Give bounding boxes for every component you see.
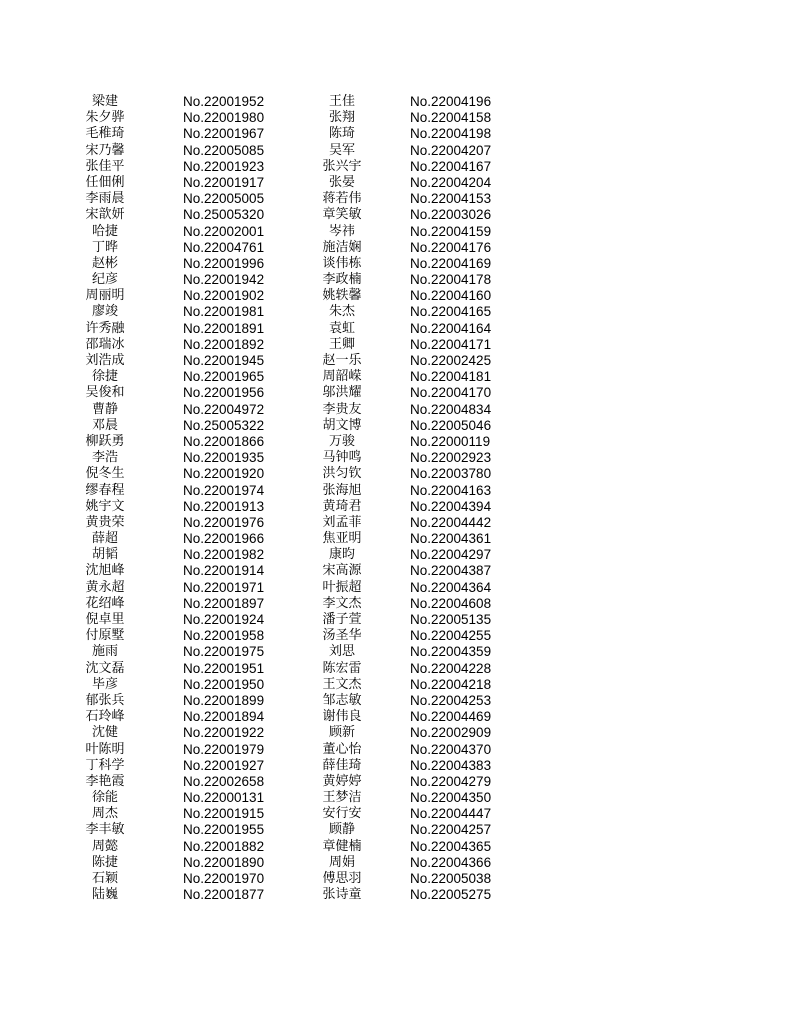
right-name: 谈伟栋 bbox=[322, 255, 362, 271]
roster-row bbox=[0, 321, 800, 337]
left-name: 丁晔 bbox=[91, 239, 118, 255]
left-name: 石玲峰 bbox=[85, 709, 125, 725]
left-name: 曹静 bbox=[91, 401, 118, 417]
right-name: 马钟鸣 bbox=[322, 450, 362, 466]
right-name: 汤圣华 bbox=[322, 628, 362, 644]
left-id: No.22001922 bbox=[183, 725, 265, 741]
left-name: 付原墅 bbox=[85, 628, 125, 644]
right-name: 焦亚明 bbox=[322, 531, 362, 547]
left-name: 周丽明 bbox=[85, 288, 125, 304]
left-name: 叶陈明 bbox=[85, 741, 125, 757]
left-id: No.22001974 bbox=[183, 482, 265, 498]
roster-row bbox=[0, 304, 800, 320]
right-name: 傅思羽 bbox=[322, 871, 362, 886]
right-name: 赵一乐 bbox=[322, 353, 362, 368]
right-name: 岑祎 bbox=[328, 223, 355, 239]
right-id: No.22004198 bbox=[410, 126, 492, 142]
left-name: 沈旭峰 bbox=[85, 563, 125, 579]
right-id: No.22002923 bbox=[410, 450, 492, 466]
roster-row bbox=[0, 126, 800, 142]
right-id: No.22003780 bbox=[410, 466, 492, 482]
right-id: No.22004153 bbox=[410, 191, 492, 207]
left-name: 李浩 bbox=[91, 450, 118, 466]
left-name: 黄贵荣 bbox=[85, 514, 125, 530]
left-name: 纪彦 bbox=[91, 272, 118, 288]
left-id: No.22001882 bbox=[183, 838, 265, 854]
left-id: No.22001981 bbox=[183, 304, 265, 320]
right-name: 洪匀钦 bbox=[322, 466, 362, 482]
left-name: 沈健 bbox=[91, 725, 118, 741]
left-id: No.22001965 bbox=[183, 369, 265, 385]
right-id: No.22004160 bbox=[410, 288, 492, 304]
right-name: 周娟 bbox=[328, 854, 355, 870]
roster-row bbox=[0, 337, 800, 353]
right-name: 黄婷婷 bbox=[322, 773, 362, 789]
right-id: No.22004370 bbox=[410, 741, 492, 757]
right-name: 宋高源 bbox=[322, 563, 362, 579]
right-name: 胡文博 bbox=[322, 417, 362, 433]
right-id: No.22004297 bbox=[410, 547, 492, 563]
roster-row bbox=[0, 224, 800, 240]
right-id: No.22005135 bbox=[410, 612, 492, 627]
left-id: No.22001924 bbox=[183, 612, 265, 627]
left-id: No.22001979 bbox=[183, 741, 265, 757]
roster-row bbox=[0, 725, 800, 741]
right-id: No.22003026 bbox=[410, 207, 492, 223]
left-name: 毛稚琦 bbox=[85, 126, 125, 142]
right-id: No.22004167 bbox=[410, 158, 492, 174]
left-name: 花绍峰 bbox=[85, 595, 125, 611]
left-id: No.22001923 bbox=[183, 158, 265, 174]
right-id: No.22004394 bbox=[410, 498, 492, 514]
right-id: No.22004171 bbox=[410, 336, 492, 352]
left-name: 吴俊和 bbox=[85, 385, 125, 401]
right-id: No.22005038 bbox=[410, 871, 492, 886]
left-id: No.22001902 bbox=[183, 288, 265, 304]
left-id: No.22005005 bbox=[183, 191, 265, 207]
left-name: 郁张兵 bbox=[85, 692, 125, 708]
left-name: 黄永超 bbox=[85, 579, 125, 595]
left-id: No.22001971 bbox=[183, 579, 265, 595]
left-id: No.22001894 bbox=[183, 709, 265, 725]
left-name: 邓晨 bbox=[91, 417, 118, 433]
right-name: 姚轶馨 bbox=[322, 288, 362, 304]
roster-row bbox=[0, 402, 800, 418]
right-id: No.22004169 bbox=[410, 255, 492, 271]
right-name: 董心怡 bbox=[322, 741, 362, 757]
left-id: No.22001980 bbox=[183, 110, 265, 126]
roster-row bbox=[0, 742, 800, 758]
roster-row bbox=[0, 418, 800, 434]
right-id: No.22004366 bbox=[410, 854, 492, 870]
right-name: 章笑敏 bbox=[322, 207, 362, 223]
right-name: 袁虹 bbox=[328, 320, 355, 336]
right-id: No.22004255 bbox=[410, 628, 492, 644]
left-name: 姚宇文 bbox=[85, 498, 125, 514]
left-id: No.22001970 bbox=[183, 871, 265, 886]
right-name: 谢伟良 bbox=[322, 709, 362, 725]
right-id: No.22004361 bbox=[410, 531, 492, 547]
left-id: No.22001955 bbox=[183, 822, 265, 838]
left-id: No.22004761 bbox=[183, 239, 265, 255]
right-name: 刘思 bbox=[328, 644, 355, 660]
right-id: No.22004387 bbox=[410, 563, 492, 579]
right-name: 张兴宇 bbox=[322, 158, 362, 174]
left-name: 邵瑞冰 bbox=[85, 336, 125, 352]
left-id: No.22001976 bbox=[183, 514, 265, 530]
roster-row bbox=[0, 709, 800, 725]
roster-row bbox=[0, 143, 800, 159]
left-name: 许秀融 bbox=[85, 320, 125, 336]
roster-row bbox=[0, 677, 800, 693]
left-name: 陈捷 bbox=[91, 854, 118, 870]
right-name: 刘孟菲 bbox=[322, 514, 362, 530]
left-name: 李艳霞 bbox=[85, 773, 125, 789]
left-id: No.22001917 bbox=[183, 174, 265, 190]
right-name: 王佳 bbox=[328, 94, 355, 109]
right-id: No.22004196 bbox=[410, 94, 492, 109]
roster-row bbox=[0, 547, 800, 563]
right-id: No.22002909 bbox=[410, 725, 492, 741]
left-id: No.22005085 bbox=[183, 142, 265, 158]
right-id: No.22004447 bbox=[410, 806, 492, 822]
roster-row bbox=[0, 661, 800, 677]
left-id: No.22001950 bbox=[183, 676, 265, 692]
roster-row bbox=[0, 806, 800, 822]
right-name: 李贵友 bbox=[322, 401, 362, 417]
right-id: No.22004365 bbox=[410, 838, 492, 854]
right-name: 黄琦君 bbox=[322, 498, 362, 514]
right-name: 吴军 bbox=[328, 142, 355, 158]
right-id: No.22004469 bbox=[410, 709, 492, 725]
left-id: No.22002658 bbox=[183, 773, 265, 789]
roster-row bbox=[0, 628, 800, 644]
roster-row bbox=[0, 531, 800, 547]
right-id: No.22005275 bbox=[410, 887, 492, 903]
roster-row bbox=[0, 191, 800, 207]
right-id: No.22004834 bbox=[410, 401, 492, 417]
right-name: 章健楠 bbox=[322, 838, 362, 854]
roster-row bbox=[0, 612, 800, 628]
left-name: 丁科学 bbox=[85, 757, 125, 773]
right-id: No.22005046 bbox=[410, 417, 492, 433]
right-id: No.22004170 bbox=[410, 385, 492, 401]
left-name: 赵彬 bbox=[91, 255, 118, 271]
left-name: 李丰敏 bbox=[85, 822, 125, 838]
left-id: No.22001958 bbox=[183, 628, 265, 644]
right-id: No.22004279 bbox=[410, 773, 492, 789]
left-name: 周懿 bbox=[91, 838, 118, 854]
left-id: No.22001890 bbox=[183, 854, 265, 870]
right-name: 康昀 bbox=[328, 547, 355, 563]
left-id: No.22002001 bbox=[183, 223, 265, 239]
roster-row bbox=[0, 272, 800, 288]
left-name: 梁建 bbox=[91, 94, 118, 109]
left-id: No.22001956 bbox=[183, 385, 265, 401]
left-id: No.22001920 bbox=[183, 466, 265, 482]
roster-row bbox=[0, 288, 800, 304]
left-id: No.22001915 bbox=[183, 806, 265, 822]
left-id: No.22001891 bbox=[183, 320, 265, 336]
right-name: 叶振超 bbox=[322, 579, 362, 595]
roster-row bbox=[0, 871, 800, 887]
right-name: 顾新 bbox=[328, 725, 355, 741]
left-name: 刘浩成 bbox=[85, 353, 125, 368]
right-id: No.22004442 bbox=[410, 514, 492, 530]
right-name: 李文杰 bbox=[322, 595, 362, 611]
right-id: No.22004383 bbox=[410, 757, 492, 773]
right-name: 薛佳琦 bbox=[322, 757, 362, 773]
right-id: No.22004218 bbox=[410, 676, 492, 692]
left-id: No.22001866 bbox=[183, 433, 265, 449]
left-id: No.22001975 bbox=[183, 644, 265, 660]
left-name: 陆巍 bbox=[91, 887, 118, 903]
left-id: No.22001899 bbox=[183, 692, 265, 708]
left-name: 任佃俐 bbox=[85, 174, 125, 190]
right-name: 张翔 bbox=[328, 110, 355, 126]
roster-row bbox=[0, 822, 800, 838]
left-id: No.22001877 bbox=[183, 887, 265, 903]
left-name: 沈文磊 bbox=[85, 660, 125, 676]
roster-row bbox=[0, 353, 800, 369]
roster-row bbox=[0, 887, 800, 903]
left-name: 倪卓里 bbox=[85, 612, 125, 627]
roster-row bbox=[0, 110, 800, 126]
right-name: 邬洪耀 bbox=[322, 385, 362, 401]
left-name: 宋乃馨 bbox=[85, 142, 125, 158]
roster-row bbox=[0, 369, 800, 385]
right-id: No.22004228 bbox=[410, 660, 492, 676]
left-name: 廖竣 bbox=[91, 304, 118, 320]
right-id: No.22004608 bbox=[410, 595, 492, 611]
left-id: No.22001952 bbox=[183, 94, 265, 109]
roster-list bbox=[0, 94, 800, 903]
left-name: 哈捷 bbox=[91, 223, 118, 239]
right-id: No.22004181 bbox=[410, 369, 492, 385]
left-id: No.22001897 bbox=[183, 595, 265, 611]
right-id: No.22000119 bbox=[410, 433, 491, 449]
roster-row bbox=[0, 466, 800, 482]
roster-row bbox=[0, 207, 800, 223]
left-id: No.22001914 bbox=[183, 563, 265, 579]
roster-row bbox=[0, 483, 800, 499]
left-name: 宋歆妍 bbox=[85, 207, 125, 223]
roster-row bbox=[0, 580, 800, 596]
left-name: 毕彦 bbox=[91, 676, 118, 692]
roster-row bbox=[0, 644, 800, 660]
right-id: No.22004164 bbox=[410, 320, 492, 336]
roster-row bbox=[0, 563, 800, 579]
roster-row bbox=[0, 434, 800, 450]
left-id: No.25005322 bbox=[183, 417, 265, 433]
left-name: 缪春程 bbox=[85, 482, 125, 498]
roster-row bbox=[0, 385, 800, 401]
right-name: 朱杰 bbox=[328, 304, 355, 320]
right-id: No.22004158 bbox=[410, 110, 492, 126]
roster-row bbox=[0, 94, 800, 110]
right-id: No.22004359 bbox=[410, 644, 492, 660]
left-name: 徐能 bbox=[91, 790, 118, 806]
right-name: 安行安 bbox=[322, 806, 362, 822]
left-id: No.22001913 bbox=[183, 498, 265, 514]
left-name: 周杰 bbox=[91, 806, 118, 822]
right-name: 王梦洁 bbox=[322, 790, 362, 806]
left-name: 石颖 bbox=[91, 871, 118, 886]
roster-row bbox=[0, 159, 800, 175]
left-name: 胡韬 bbox=[91, 547, 118, 563]
right-name: 张海旭 bbox=[322, 482, 362, 498]
left-id: No.22001996 bbox=[183, 255, 265, 271]
left-name: 施雨 bbox=[91, 644, 118, 660]
left-name: 倪冬生 bbox=[85, 466, 125, 482]
roster-row bbox=[0, 515, 800, 531]
roster-row bbox=[0, 693, 800, 709]
roster-row bbox=[0, 499, 800, 515]
right-id: No.22004163 bbox=[410, 482, 492, 498]
left-id: No.22000131 bbox=[183, 790, 265, 806]
right-name: 顾静 bbox=[328, 822, 355, 838]
left-id: No.22001935 bbox=[183, 450, 265, 466]
roster-row bbox=[0, 790, 800, 806]
right-id: No.22004364 bbox=[410, 579, 492, 595]
right-id: No.22004204 bbox=[410, 174, 492, 190]
right-name: 王文杰 bbox=[322, 676, 362, 692]
left-id: No.22001982 bbox=[183, 547, 265, 563]
left-id: No.22001967 bbox=[183, 126, 265, 142]
right-id: No.22004159 bbox=[410, 223, 492, 239]
roster-row bbox=[0, 450, 800, 466]
right-name: 潘子萱 bbox=[322, 612, 362, 627]
right-id: No.22004165 bbox=[410, 304, 492, 320]
right-id: No.22004253 bbox=[410, 692, 492, 708]
right-name: 张晏 bbox=[328, 174, 355, 190]
left-id: No.22001951 bbox=[183, 660, 265, 676]
roster-row bbox=[0, 256, 800, 272]
left-id: No.22004972 bbox=[183, 401, 265, 417]
right-name: 王卿 bbox=[328, 336, 355, 352]
right-id: No.22004257 bbox=[410, 822, 492, 838]
right-name: 李政楠 bbox=[322, 272, 362, 288]
left-id: No.25005320 bbox=[183, 207, 265, 223]
left-id: No.22001927 bbox=[183, 757, 265, 773]
right-name: 蒋若伟 bbox=[322, 191, 362, 207]
right-name: 陈琦 bbox=[328, 126, 355, 142]
right-name: 周韶嵘 bbox=[322, 369, 362, 385]
roster-row bbox=[0, 175, 800, 191]
right-name: 张诗童 bbox=[322, 887, 362, 903]
right-id: No.22004178 bbox=[410, 272, 492, 288]
left-id: No.22001942 bbox=[183, 272, 265, 288]
right-id: No.22004176 bbox=[410, 239, 492, 255]
right-name: 邹志敏 bbox=[322, 692, 362, 708]
right-id: No.22004350 bbox=[410, 790, 492, 806]
left-name: 李雨晨 bbox=[85, 191, 125, 207]
roster-row bbox=[0, 855, 800, 871]
left-id: No.22001892 bbox=[183, 336, 265, 352]
right-id: No.22004207 bbox=[410, 142, 492, 158]
roster-row bbox=[0, 839, 800, 855]
left-name: 朱夕骅 bbox=[85, 110, 125, 126]
left-name: 张佳平 bbox=[85, 158, 125, 174]
roster-row bbox=[0, 758, 800, 774]
left-id: No.22001966 bbox=[183, 531, 265, 547]
left-name: 柳跃勇 bbox=[85, 433, 125, 449]
roster-row bbox=[0, 240, 800, 256]
left-name: 徐捷 bbox=[91, 369, 118, 385]
roster-row bbox=[0, 774, 800, 790]
left-name: 薛超 bbox=[91, 531, 118, 547]
right-id: No.22002425 bbox=[410, 353, 492, 368]
left-id: No.22001945 bbox=[183, 353, 265, 368]
right-name: 施洁娴 bbox=[322, 239, 362, 255]
right-name: 陈宏雷 bbox=[322, 660, 362, 676]
roster-row bbox=[0, 596, 800, 612]
right-name: 万骏 bbox=[328, 433, 355, 449]
